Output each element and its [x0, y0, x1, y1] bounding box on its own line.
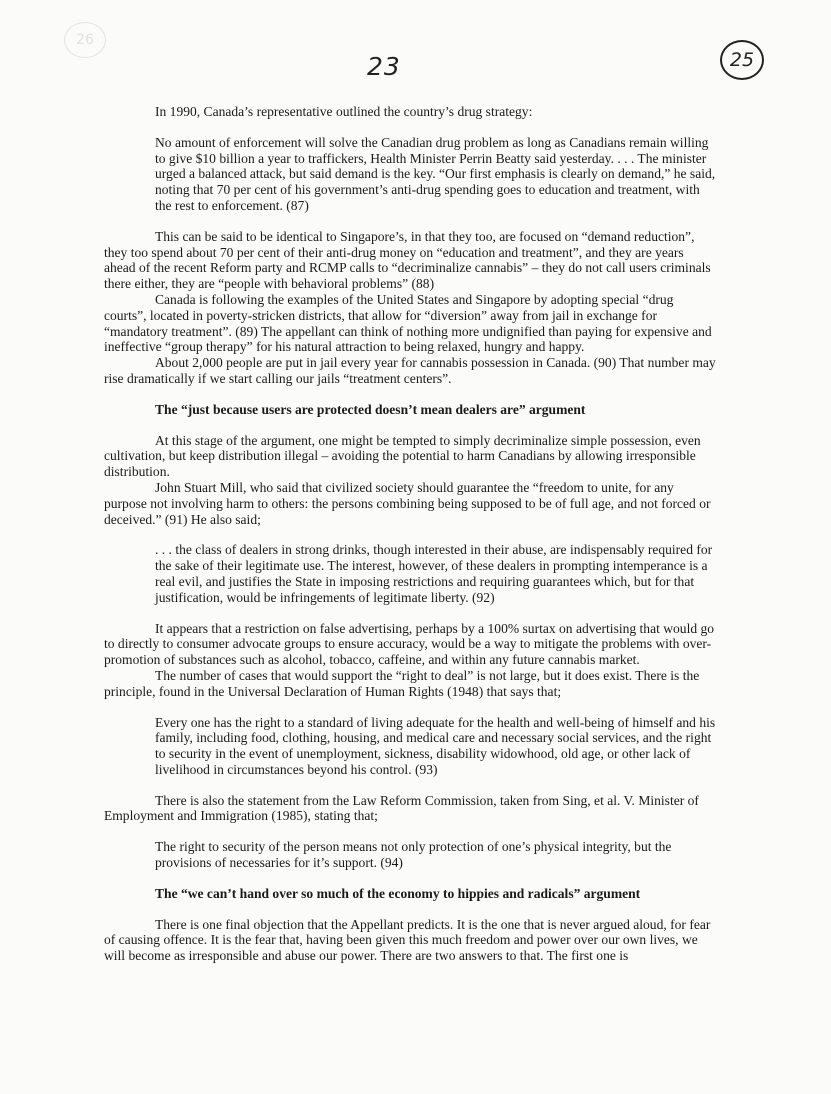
block-quote: Every one has the right to a standard of living adequate for the health and well-being of himself and his family, including food, clothing, housing, and medical care and necessary social services, and the right to security in the event of unemployment, sickness, disability widowhood, old age, or other lack of livelihood in circumstances beyond his control. (93) [155, 714, 716, 777]
section-heading: The “we can’t hand over so much of the economy to hippies and radicals” argument [155, 885, 641, 901]
paragraph: There is one final objection that the Appellant predicts. It is the one that is never argued aloud, for fear of causing offence. It is the fear that, having been given this much freedom and power over our own lives, we will become as irresponsible and abuse our power. There are two answers to that. The first one is [104, 916, 711, 964]
block-quote: . . . the class of dealers in strong drinks, though interested in their abuse, are indispensably required for the sake of their legitimate use. The interest, however, of these dealers in prompting intemperance is a real evil, and justifies the State in imposing restrictions and requiring guarantees which, but for that justification, would be infringements of legitimate liberty. (92) [155, 542, 713, 605]
paragraph: In 1990, Canada’s representative outlined the country’s drug strategy: [155, 104, 533, 119]
body-text [104, 104, 716, 964]
circled-page-number: 25 [720, 40, 764, 80]
handwritten-page-number: 23 [367, 52, 401, 81]
block-quote: No amount of enforcement will solve the Canadian drug problem as long as Canadians remain willing to give $10 billion a year to traffickers, Health Minister Perrin Beatty said yesterday. . . . The minister urged a balanced attack, but said demand is the key. “Our first emphasis is clearly on demand,” he said, noting that 70 per cent of his government’s anti-drug spending goes to education and treatment, with the rest to enforcement. (87) [155, 134, 716, 213]
paragraph: It appears that a restriction on false advertising, perhaps by a 100% surtax on advertising that would go to directly to consumer advocate groups to ensure accuracy, would be a way to mitigate the problems with over-promotion of substances such as alcohol, tobacco, caffeine, and within any future cannabis market. [104, 620, 715, 668]
paragraph: At this stage of the argument, one might be tempted to simply decriminalize simple possession, even cultivation, but keep distribution illegal – avoiding the potential to harm Canadians by allowing irresponsible distribution. [104, 432, 701, 480]
paragraph: There is also the statement from the Law Reform Commission, taken from Sing, et al. V. Minister of Employment and Immigration (1985), stating that; [104, 792, 699, 824]
block-quote: The right to security of the person means not only protection of one’s physical integrity, but the provisions of necessaries for it’s support. (94) [155, 839, 672, 871]
paragraph: John Stuart Mill, who said that civilized society should guarantee the “freedom to unite, for any purpose not involving harm to others: the persons combining being supposed to be of full age, and not forced or deceived.” (91) He also said; [104, 479, 711, 527]
paragraph: About 2,000 people are put in jail every year for cannabis possession in Canada. (90) That number may rise dramatically if we start calling our jails “treatment centers”. [104, 355, 716, 386]
paragraph: This can be said to be identical to Singapore’s, in that they too, are focused on “demand reduction”, they too spend about 70 per cent of their anti-drug money on “education and treatment”, and they are years ahead of the recent Reform party and RCMP calls to “decriminalize cannabis” – they do not call users criminals there either, they are “people with behavioral problems” (88) [104, 228, 711, 292]
bleed-through-page-number: 26 [64, 22, 106, 58]
paragraph: Canada is following the examples of the United States and Singapore by adopting special “drug courts”, located in poverty-stricken districts, that allow for “diversion” away from jail in exchange for “mandatory treatment”. (89) The appellant can think of nothing more undignified than paying for expensive and ineffective “group therapy” for his natural attraction to being relaxed, hungry and happy. [104, 291, 712, 355]
paragraph: The number of cases that would support the “right to deal” is not large, but it does exist. There is the principle, found in the Universal Declaration of Human Rights (1948) that says that; [104, 667, 700, 699]
section-heading: The “just because users are protected doesn’t mean dealers are” argument [155, 401, 586, 417]
